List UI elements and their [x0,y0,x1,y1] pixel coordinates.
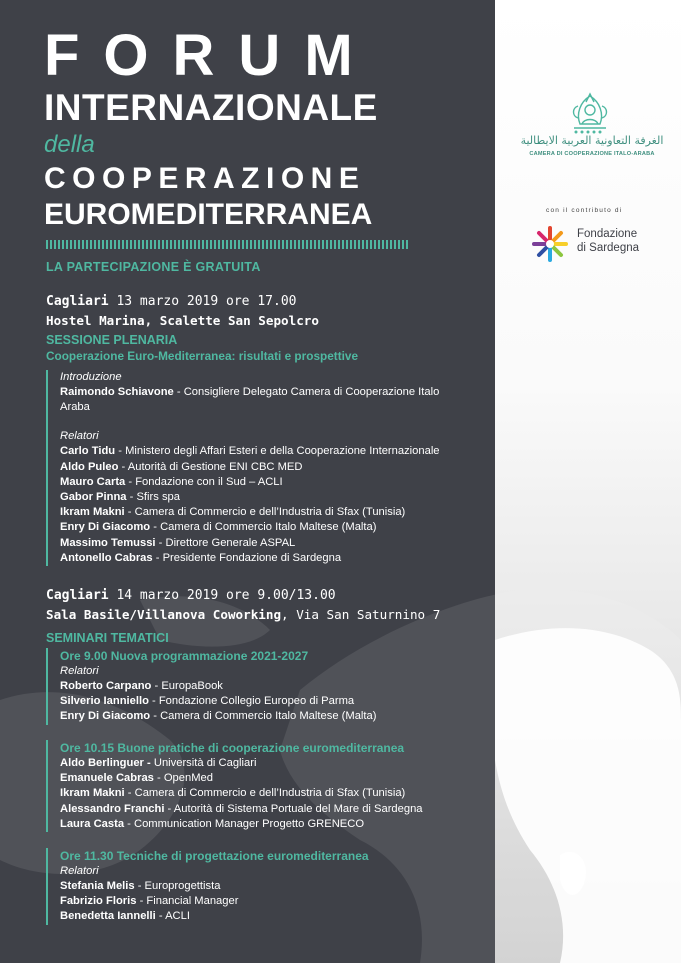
speaker-row: Fabrizio Floris - Financial Manager [60,895,239,908]
seminar-1 [46,648,376,725]
speaker-row: Silverio Ianniello - Fondazione Collegio Europeo di Parma [60,695,355,708]
title-cooperazione: COOPERAZIONE [44,162,366,195]
speaker-row: Mauro Carta - Fondazione con il Sud – ACLI [60,475,283,488]
chamber-italian-name: CAMERA DI COOPERAZIONE ITALO-ARABA [529,151,655,157]
speaker-row: Benedetta Iannelli - ACLI [60,910,190,923]
relatori-label: Relatori [60,865,99,877]
seminar-3 [46,848,369,925]
day1-session-subtitle: Cooperazione Euro-Mediterranea: risultati e prospettive [46,349,359,363]
seminar-title: Ore 11.30 Tecniche di progettazione euromediterranea [60,849,369,863]
chamber-arabic-name: الغرفة التعاونية العربية الايطالية [520,134,664,147]
chamber-emblem-logo [510,88,670,138]
title-internazionale: INTERNAZIONALE [44,87,378,128]
speaker-row: Emanuele Cabras - OpenMed [60,772,213,785]
day1-dateline: Cagliari 13 marzo 2019 ore 17.00 [46,294,297,309]
free-participation-note: LA PARTECIPAZIONE È GRATUITA [46,260,261,274]
title-della: della [44,131,95,158]
relatori-label: Relatori [60,430,99,443]
speaker-row: Aldo Puleo - Autorità di Gestione ENI CBC MED [60,460,303,473]
day1-program [46,370,460,566]
speaker-row: Enry Di Giacomo - Camera di Commercio Italo Maltese (Malta) [60,710,377,723]
day1-header [46,292,358,364]
speaker-row: Ikram Makni - Camera di Commercio e dell’Industria di Sfax (Tunisia) [60,787,406,800]
day2-venue: Sala Basile/Villanova Coworking, Via San Saturnino 7 [46,607,441,622]
seminar-title: Ore 9.00 Nuova programmazione 2021-2027 [60,649,309,663]
seminar-title: Ore 10.15 Buone pratiche di cooperazione euromediterranea [60,741,405,755]
speaker-row: Gabor Pinna - Sfirs spa [60,491,180,504]
title-euromediterranea: EUROMEDITERRANEA [44,198,373,231]
speaker-row: Laura Casta - Communication Manager Progetto GRENECO [60,817,365,830]
speaker-row: Antonello Cabras - Presidente Fondazione di Sardegna [60,551,342,564]
relatori-label: Relatori [60,665,99,677]
day1-session-title: SESSIONE PLENARIA [46,333,178,347]
day1-venue: Hostel Marina, Scalette San Sepolcro [46,313,319,328]
striped-divider [46,240,410,249]
speaker-row: Enry Di Giacomo - Camera di Commercio Italo Maltese (Malta) [60,521,377,534]
day2-header [46,586,440,646]
title-forum: FORUM [44,23,377,88]
intro-label: Introduzione [60,371,122,383]
intro-speaker: Raimondo Schiavone - Consigliere Delegato Camera di Cooperazione Italo Araba [60,386,440,414]
fondazione-sardegna-logo-icon [530,224,570,264]
fondazione-sardegna-name: Fondazione di Sardegna [577,228,640,254]
speaker-row: Roberto Carpano - EuropaBook [60,680,223,692]
day2-session-title: SEMINARI TEMATICI [46,631,169,645]
speaker-row: Stefania Melis - Europrogettista [60,880,221,892]
speaker-row: Massimo Temussi - Direttore Generale ASPAL [60,536,296,549]
speaker-row: Ikram Makni - Camera di Commercio e dell’Industria di Sfax (Tunisia) [60,506,406,519]
speaker-row: Alessandro Franchi - Autorità di Sistema Portuale del Mare di Sardegna [60,802,423,815]
speaker-row: Carlo Tidu - Ministero degli Affari Esteri e della Cooperazione Internazionale [60,445,440,458]
seminar-2 [46,740,423,832]
day2-dateline: Cagliari 14 marzo 2019 ore 9.00/13.00 [46,588,336,603]
contribution-note: con il contributo di [546,207,623,214]
speaker-row: Aldo Berlinguer - Università di Cagliari [60,757,257,769]
